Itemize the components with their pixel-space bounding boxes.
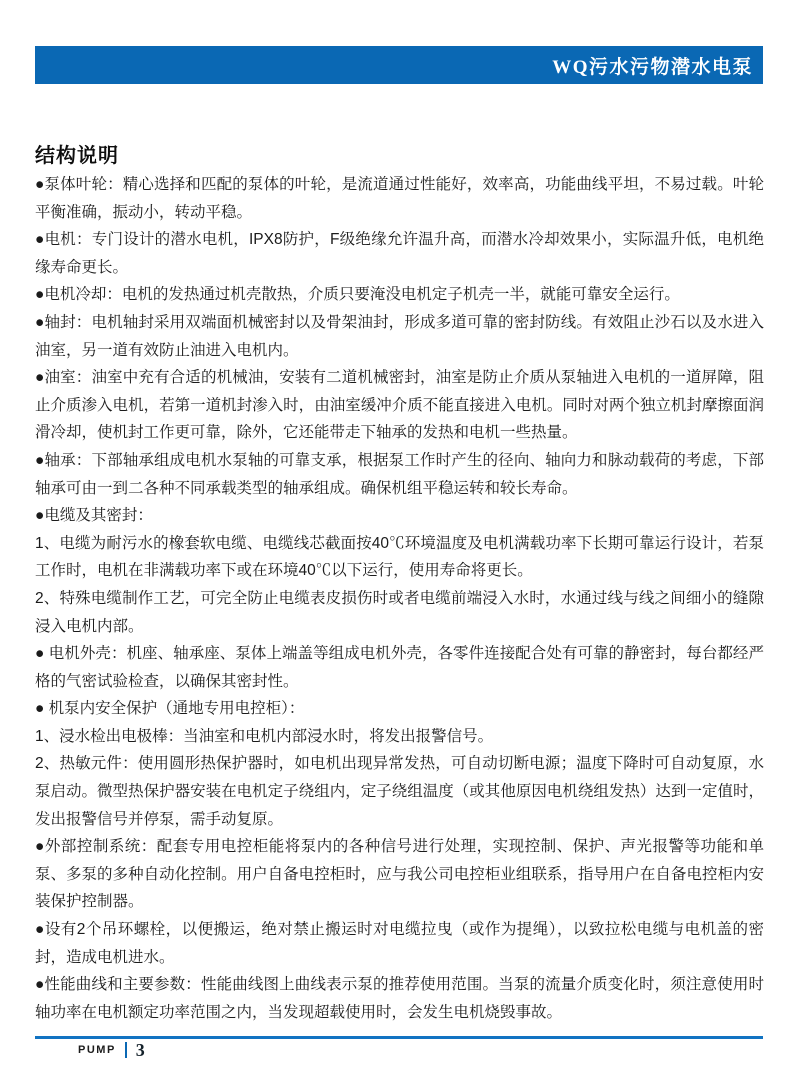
paragraph: 1、浸水检出电极棒：当油室和电机内部浸水时，将发出报警信号。 [35,727,494,745]
footer-page-number: 3 [135,1039,145,1060]
paragraph: ●电机：专门设计的潜水电机，IPX8防护，F级绝缘允许温升高，而潜水冷却效果小，实际温升低，电机绝缘寿命更长。 [35,231,764,276]
paragraph: ● 机泵内安全保护（通地专用电控柜）： [35,700,305,718]
paragraph: ●泵体叶轮：精心选择和匹配的泵体的叶轮，是流道通过性能好，效率高，功能曲线平坦，不易过载。叶轮平衡准确，振动小，转动平稳。 [35,176,764,221]
section-title: 结构说明 [35,145,119,167]
header-bar [35,46,763,84]
paragraph: ●电缆及其密封： [35,507,153,525]
paragraph: ●油室：油室中充有合适的机械油，安装有二道机械密封，油室是防止介质从泵轴进入电机的一道屏障，阻止介质渗入电机，若第一道机封渗入时，由油室缓冲介质不能直接进入电机。同时对两个独立机封摩擦面润滑冷却，使机封工作更可靠，除外，它还能带走下轴承的发热和电机一些热量。 [35,369,764,442]
paragraph: ●电机冷却：电机的发热通过机壳散热，介质只要淹没电机定子机壳一半，就能可靠安全运行。 [35,286,680,304]
footer-brand: PUMP [78,1044,116,1056]
paragraph: 2、特殊电缆制作工艺，可完全防止电缆表皮损伤时或者电缆前端浸入水时，水通过线与线之间细小的缝隙浸入电机内部。 [35,589,764,635]
paragraph: ●轴承：下部轴承组成电机水泵轴的可靠支承，根据泵工作时产生的径向、轴向力和脉动载荷的考虑，下部轴承可由一到二各种不同承载类型的轴承组成。确保机组平稳运转和较长寿命。 [35,451,764,497]
paragraph: ● 电机外壳：机座、轴承座、泵体上端盖等组成电机外壳，各零件连接配合处有可靠的静密封，每台都经严格的气密试验检查，以确保其密封性。 [35,645,764,690]
paragraph: ●设有2个吊环螺栓，以便搬运，绝对禁止搬运时对电缆拉曳（或作为提绳），以致拉松电缆与电机盖的密封，造成电机进水。 [35,921,764,966]
body-text [35,171,764,1026]
header-title: WQ污水污物潜水电泵 [552,56,753,78]
paragraph: 2、热敏元件：使用圆形热保护器时，如电机出现异常发热，可自动切断电源；温度下降时可自动复原，水泵启动。微型热保护器安装在电机定子绕组内，定子绕组温度（或其他原因电机绕组发热）达到一定值时，发出报警信号并停泵，需手动复原。 [35,755,764,828]
paragraph: 1、电缆为耐污水的橡套软电缆、电缆线芯截面按40℃环境温度及电机满载功率下长期可靠运行设计，若泵工作时，电机在非满载功率下或在环境40℃以下运行，使用寿命将更长。 [35,534,764,580]
footer-separator [125,1042,127,1058]
paragraph: ●性能曲线和主要参数：性能曲线图上曲线表示泵的推荐使用范围。当泵的流量介质变化时，须注意使用时轴功率在电机额定功率范围之内，当发现超载使用时，会发生电机烧毁事故。 [35,976,764,1021]
paragraph: ●外部控制系统：配套专用电控柜能将泵内的各种信号进行处理，实现控制、保护、声光报警等功能和单泵、多泵的多种自动化控制。用户自备电控柜时，应与我公司电控柜业组联系，指导用户在自备电控柜内安装保护控制器。 [35,838,764,911]
paragraph: ●轴封：电机轴封采用双端面机械密封以及骨架油封，形成多道可靠的密封防线。有效阻止沙石以及水进入油室，另一道有效防止油进入电机内。 [35,313,764,359]
footer [78,1040,145,1060]
